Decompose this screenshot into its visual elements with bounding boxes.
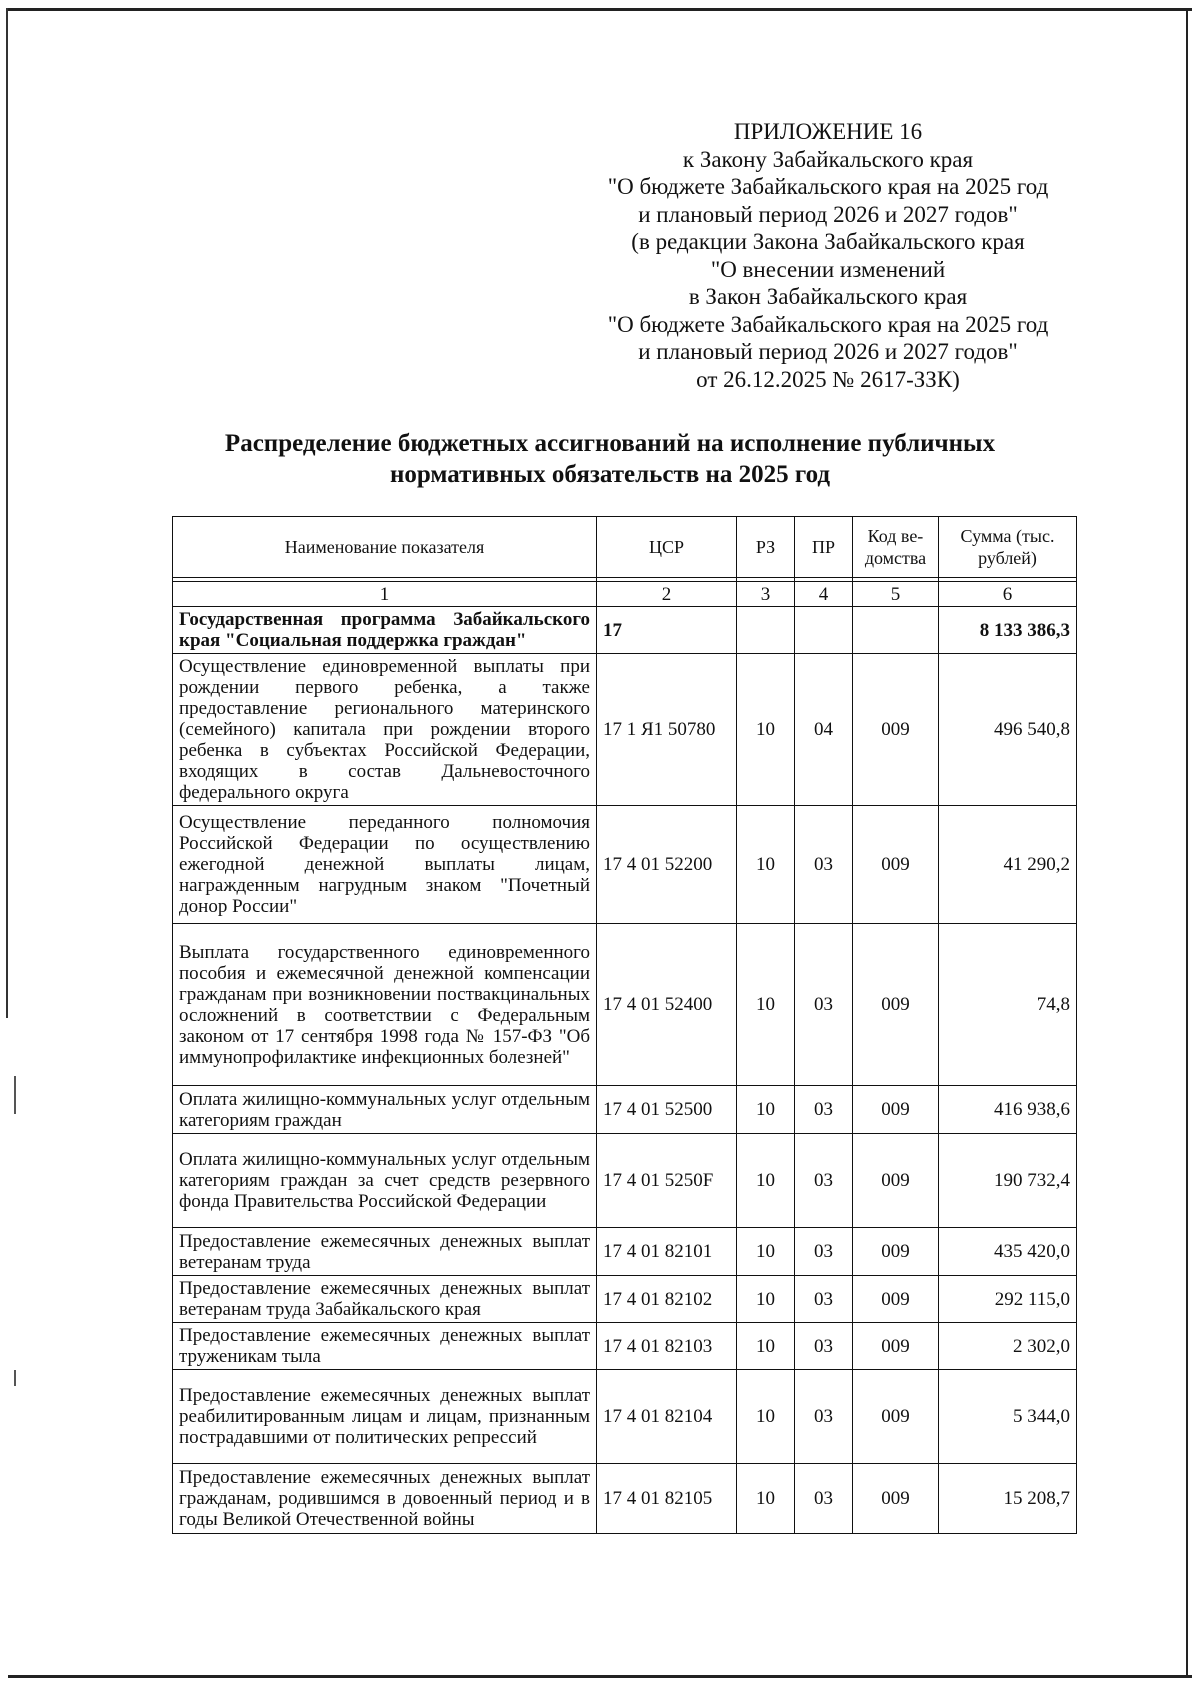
appendix-line: "О бюджете Забайкальского края на 2025 год	[607, 174, 1049, 199]
document-title-line: Распределение бюджетных ассигнований на исполнение публичных	[224, 430, 996, 457]
row-pr	[795, 607, 853, 654]
table-header-row	[173, 517, 1077, 578]
row-pr: 03	[795, 1370, 853, 1464]
scan-margin-mark	[14, 1076, 16, 1114]
row-name: Предоставление ежемесячных денежных выплат ветеранам труда Забайкальского края	[173, 1276, 597, 1323]
column-number: 1	[173, 582, 597, 607]
column-header-sum: Сумма (тыс. рублей)	[939, 517, 1077, 578]
row-sum: 74,8	[939, 924, 1077, 1086]
row-rz	[737, 607, 795, 654]
row-name: Оплата жилищно-коммунальных услуг отдельным категориям граждан за счет средств резервного фонда Правительства Российской Федерации	[173, 1134, 597, 1228]
row-department: 009	[853, 806, 939, 924]
row-department: 009	[853, 1276, 939, 1323]
table-row	[173, 806, 1077, 924]
table-row	[173, 1370, 1077, 1464]
row-department: 009	[853, 1086, 939, 1134]
column-number-row	[173, 582, 1077, 607]
row-department	[853, 607, 939, 654]
column-number: 2	[597, 582, 737, 607]
scan-border-top	[8, 8, 1192, 11]
row-department: 009	[853, 1370, 939, 1464]
scan-border-bottom	[8, 1675, 1192, 1678]
row-pr: 03	[795, 1276, 853, 1323]
row-csr: 17 4 01 52500	[597, 1086, 737, 1134]
appendix-line: (в редакции Закона Забайкальского края	[631, 229, 1025, 254]
row-sum: 41 290,2	[939, 806, 1077, 924]
row-sum: 8 133 386,3	[939, 607, 1077, 654]
row-csr: 17 4 01 82102	[597, 1276, 737, 1323]
row-rz: 10	[737, 654, 795, 806]
row-csr: 17	[597, 607, 737, 654]
appendix-line: ПРИЛОЖЕНИЕ 16	[733, 119, 923, 144]
table-row	[173, 1228, 1077, 1276]
scan-margin-mark	[14, 1370, 16, 1386]
column-header-pr: ПР	[795, 517, 853, 578]
row-department: 009	[853, 924, 939, 1086]
appendix-line: "О внесении изменений	[710, 256, 946, 282]
appendix-line: от 26.12.2025 № 2617-ЗЗК)	[696, 366, 960, 392]
row-rz: 10	[737, 1228, 795, 1276]
column-header-department: Код ве-домства	[853, 517, 939, 578]
row-rz: 10	[737, 924, 795, 1086]
row-rz: 10	[737, 1086, 795, 1134]
appendix-line: и плановый период 2026 и 2027 годов"	[638, 339, 1018, 364]
appendix-header	[588, 118, 1068, 393]
row-rz: 10	[737, 1370, 795, 1464]
row-sum: 416 938,6	[939, 1086, 1077, 1134]
row-csr: 17 4 01 52200	[597, 806, 737, 924]
table-row	[173, 1276, 1077, 1323]
row-sum: 292 115,0	[939, 1276, 1077, 1323]
table-row	[173, 1086, 1077, 1134]
column-header-rz: РЗ	[737, 517, 795, 578]
row-name: Предоставление ежемесячных денежных выплат гражданам, родившимся в довоенный период и в годы Великой Отечественной войны	[173, 1464, 597, 1534]
appendix-line: и плановый период 2026 и 2027 годов"	[638, 201, 1018, 227]
table-row	[173, 654, 1077, 806]
appendix-line: в Закон Забайкальского края	[688, 284, 968, 309]
table-row	[173, 1464, 1077, 1534]
column-number: 5	[853, 582, 939, 607]
row-department: 009	[853, 654, 939, 806]
row-rz: 10	[737, 1323, 795, 1370]
row-pr: 03	[795, 1323, 853, 1370]
row-csr: 17 4 01 82105	[597, 1464, 737, 1534]
row-rz: 10	[737, 806, 795, 924]
document-title-line: нормативных обязательств на 2025 год	[389, 461, 831, 488]
row-pr: 03	[795, 1086, 853, 1134]
row-csr: 17 4 01 82101	[597, 1228, 737, 1276]
row-name: Государственная программа Забайкальского края "Социальная поддержка граждан"	[173, 607, 597, 654]
document-title	[180, 428, 1040, 490]
appendix-line: "О бюджете Забайкальского края на 2025 год	[607, 311, 1049, 337]
column-number: 6	[939, 582, 1077, 607]
row-sum: 435 420,0	[939, 1228, 1077, 1276]
scan-border-right	[1186, 8, 1188, 1678]
column-header-csr: ЦСР	[597, 517, 737, 578]
column-number: 4	[795, 582, 853, 607]
row-pr: 03	[795, 1228, 853, 1276]
row-rz: 10	[737, 1134, 795, 1228]
table-row-program	[173, 607, 1077, 654]
row-sum: 5 344,0	[939, 1370, 1077, 1464]
row-csr: 17 1 Я1 50780	[597, 654, 737, 806]
row-sum: 2 302,0	[939, 1323, 1077, 1370]
row-sum: 190 732,4	[939, 1134, 1077, 1228]
row-name: Предоставление ежемесячных денежных выплат труженикам тыла	[173, 1323, 597, 1370]
row-rz: 10	[737, 1276, 795, 1323]
row-csr: 17 4 01 52400	[597, 924, 737, 1086]
row-csr: 17 4 01 82103	[597, 1323, 737, 1370]
row-department: 009	[853, 1134, 939, 1228]
row-csr: 17 4 01 5250F	[597, 1134, 737, 1228]
table-row	[173, 1134, 1077, 1228]
row-sum: 15 208,7	[939, 1464, 1077, 1534]
budget-table	[172, 516, 1077, 1534]
row-name: Оплата жилищно-коммунальных услуг отдельным категориям граждан	[173, 1086, 597, 1134]
scan-border-left	[6, 8, 8, 1018]
row-department: 009	[853, 1228, 939, 1276]
row-name: Осуществление переданного полномочия Российской Федерации по осуществлению ежегодной денежной выплаты лицам, награжденным нагрудным знаком "Почетный донор России"	[173, 806, 597, 924]
row-pr: 03	[795, 924, 853, 1086]
row-department: 009	[853, 1464, 939, 1534]
column-header-name: Наименование показателя	[173, 517, 597, 578]
row-pr: 03	[795, 806, 853, 924]
column-number: 3	[737, 582, 795, 607]
row-name: Осуществление единовременной выплаты при рождении первого ребенка, а также предоставление регионального материнского (семейного) капитала при рождении второго ребенка в субъектах Российской Федерации, входящих в состав Дальневосточного федерального округа	[173, 654, 597, 806]
row-pr: 04	[795, 654, 853, 806]
table-row	[173, 924, 1077, 1086]
row-name: Предоставление ежемесячных денежных выплат ветеранам труда	[173, 1228, 597, 1276]
table-row	[173, 1323, 1077, 1370]
row-pr: 03	[795, 1134, 853, 1228]
appendix-line: к Закону Забайкальского края	[682, 146, 974, 172]
row-sum: 496 540,8	[939, 654, 1077, 806]
row-name: Предоставление ежемесячных денежных выплат реабилитированным лицам и лицам, признанным пострадавшими от политических репрессий	[173, 1370, 597, 1464]
row-csr: 17 4 01 82104	[597, 1370, 737, 1464]
row-rz: 10	[737, 1464, 795, 1534]
row-department: 009	[853, 1323, 939, 1370]
row-pr: 03	[795, 1464, 853, 1534]
row-name: Выплата государственного единовременного пособия и ежемесячной денежной компенсации гражданам при возникновении поствакцинальных осложнений в соответствии с Федеральным законом от 17 сентября 1998 года № 157-ФЗ "Об иммунопрофилактике инфекционных болезней"	[173, 924, 597, 1086]
